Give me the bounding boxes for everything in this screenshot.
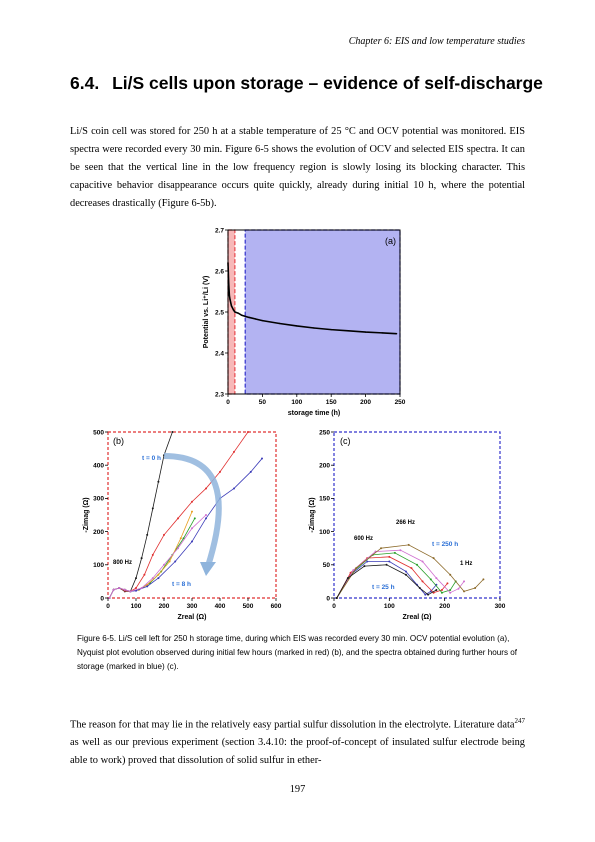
data-point xyxy=(152,507,154,509)
data-point xyxy=(331,329,332,330)
paragraph-text-1: The reason for that may lie in the relatively easy partial sulfur dissolution in the electrolyte. Literature data xyxy=(70,719,515,731)
y-tick-label: 0 xyxy=(100,595,104,603)
data-point xyxy=(141,557,143,559)
citation-superscript: 247 xyxy=(514,717,525,725)
data-point xyxy=(474,587,476,589)
x-tick-label: 0 xyxy=(226,399,230,406)
data-point xyxy=(250,471,252,473)
x-tick-label: 250 xyxy=(394,399,406,406)
data-point xyxy=(458,588,460,590)
data-point xyxy=(248,317,249,318)
figure-caption: Figure 6-5. Li/S cell left for 250 h storage time, during which EIS was recorded every 30 min. OCV potential evolution (a), Nyquist plot evolution observed during initial few hours (marked in red) (b), and the spectra obtained during further hours of storage (marked in blue) (c). xyxy=(77,634,517,672)
annotation-t0: t = 0 h xyxy=(142,455,161,462)
data-point xyxy=(157,577,159,579)
data-point xyxy=(157,481,159,483)
data-point xyxy=(422,560,424,562)
y-tick-label: 500 xyxy=(93,429,104,437)
data-point xyxy=(157,574,159,576)
y-tick-label: 150 xyxy=(319,495,330,503)
data-point xyxy=(261,458,263,460)
data-point xyxy=(482,578,484,580)
data-point xyxy=(419,587,421,589)
data-point xyxy=(143,574,145,576)
data-point xyxy=(449,574,451,576)
y-axis-label: Potential vs. Li⁺/Li (V) xyxy=(203,275,210,349)
annotation-600hz: 600 Hz xyxy=(354,536,374,542)
data-point xyxy=(233,487,235,489)
annotation-t250: t = 250 h xyxy=(432,541,459,548)
annotation-frequency: 800 Hz xyxy=(113,560,133,566)
data-point xyxy=(135,587,137,589)
panel-label: (c) xyxy=(340,436,351,446)
annotation-t8: t = 8 h xyxy=(172,581,191,588)
data-point xyxy=(365,331,366,332)
data-point xyxy=(238,313,239,314)
data-point xyxy=(135,577,137,579)
data-point xyxy=(152,554,154,556)
data-point xyxy=(435,577,437,579)
data-point xyxy=(191,511,193,513)
data-point xyxy=(205,517,207,519)
y-tick-label: 400 xyxy=(93,462,104,470)
data-point xyxy=(234,311,235,312)
data-point xyxy=(177,517,179,519)
y-tick-label: 200 xyxy=(319,462,330,470)
data-point xyxy=(163,564,165,566)
data-point xyxy=(174,560,176,562)
figure-panel-b xyxy=(80,426,290,626)
data-point xyxy=(463,590,465,592)
y-tick-label: 50 xyxy=(322,562,330,570)
data-point xyxy=(348,330,349,331)
data-point xyxy=(446,582,448,584)
data-point xyxy=(416,564,418,566)
data-point xyxy=(433,557,435,559)
data-point xyxy=(399,549,401,551)
data-point xyxy=(191,501,193,503)
x-tick-label: 100 xyxy=(383,603,395,610)
y-tick-label: 100 xyxy=(319,528,330,536)
data-point xyxy=(336,597,338,599)
data-point xyxy=(380,547,382,549)
data-point xyxy=(441,589,443,591)
data-point xyxy=(227,262,228,263)
y-tick-label: 2.6 xyxy=(214,268,224,276)
body-paragraph-1: Li/S coin cell was stored for 250 h at a stable temperature of 25 °C and OCV potential was monitored. EIS spectra were recorded every 30 min. Figure 6-5 shows the evolution of OCV and selected EIS spectra. It can be seen that the vertical line in the low frequency region is slowly losing its blocking character. This capacitive behavior disappearance occurs quite quickly, already during initial 10 h, where the potential decreases drastically (Figure 6-5b). xyxy=(70,126,525,209)
data-point xyxy=(219,471,221,473)
body-paragraph-2 xyxy=(70,713,525,770)
data-point xyxy=(228,283,229,284)
data-point xyxy=(146,534,148,536)
data-point xyxy=(355,567,357,569)
data-point xyxy=(382,332,383,333)
section-number: 6.4. xyxy=(70,73,100,93)
x-tick-label: 100 xyxy=(130,603,142,610)
data-point xyxy=(388,556,390,558)
page-number: 197 xyxy=(289,784,306,795)
y-tick-label: 2.3 xyxy=(214,391,224,399)
figure-panel-c xyxy=(300,426,510,626)
data-point xyxy=(177,547,179,549)
data-point xyxy=(408,544,410,546)
data-point xyxy=(152,577,154,579)
data-point xyxy=(146,585,148,587)
data-point xyxy=(430,578,432,580)
x-tick-label: 200 xyxy=(158,603,170,610)
data-point xyxy=(247,431,249,433)
data-point xyxy=(191,527,193,529)
x-tick-label: 600 xyxy=(270,603,282,610)
data-point xyxy=(441,592,443,594)
data-point xyxy=(205,514,207,516)
data-point xyxy=(171,431,173,433)
y-axis-label: -Zimag (Ω) xyxy=(83,497,90,533)
data-point xyxy=(118,587,120,589)
data-point xyxy=(113,589,115,591)
shaded-region-red xyxy=(228,230,235,394)
y-tick-label: 0 xyxy=(326,595,330,603)
y-tick-label: 100 xyxy=(93,562,104,570)
data-point xyxy=(205,487,207,489)
data-point xyxy=(279,323,280,324)
data-point xyxy=(388,560,390,562)
data-point xyxy=(194,517,196,519)
panel-label: (a) xyxy=(385,236,396,246)
y-tick-label: 200 xyxy=(93,528,104,536)
data-point xyxy=(449,592,451,594)
series-line-5 xyxy=(337,545,484,598)
data-point xyxy=(405,570,407,572)
data-point xyxy=(229,299,230,300)
data-point xyxy=(396,333,397,334)
figure-panel-a xyxy=(200,222,410,418)
data-point xyxy=(427,594,429,596)
data-point xyxy=(108,597,110,599)
y-tick-label: 2.7 xyxy=(214,227,224,235)
data-point xyxy=(435,589,437,591)
x-tick-label: 100 xyxy=(291,399,303,406)
x-axis-label: storage time (h) xyxy=(287,410,341,417)
data-point xyxy=(233,451,235,453)
data-point xyxy=(233,309,234,310)
data-point xyxy=(313,327,314,328)
x-tick-label: 200 xyxy=(360,399,372,406)
data-point xyxy=(463,580,465,582)
annotation-1hz: 1 Hz xyxy=(460,561,473,567)
data-point xyxy=(241,315,242,316)
plot-frame xyxy=(334,432,500,598)
data-point xyxy=(124,589,126,591)
x-axis-label: Zreal (Ω) xyxy=(177,614,207,621)
plot-frame xyxy=(108,432,276,598)
data-point xyxy=(229,295,230,296)
data-point xyxy=(394,552,396,554)
data-point xyxy=(296,325,297,326)
data-point xyxy=(180,537,182,539)
series-line-5 xyxy=(109,459,262,598)
x-tick-label: 200 xyxy=(439,603,451,610)
y-tick-label: 250 xyxy=(319,429,330,437)
running-head: Chapter 6: EIS and low temperature studies xyxy=(348,36,525,47)
section-heading xyxy=(70,73,543,94)
shaded-region-blue xyxy=(245,230,400,394)
x-tick-label: 150 xyxy=(325,399,337,406)
data-point xyxy=(347,577,349,579)
x-tick-label: 0 xyxy=(332,603,336,610)
data-point xyxy=(169,560,171,562)
data-point xyxy=(449,589,451,591)
y-tick-label: 2.5 xyxy=(214,309,224,317)
data-point xyxy=(163,534,165,536)
data-point xyxy=(422,580,424,582)
data-point xyxy=(141,587,143,589)
x-tick-label: 300 xyxy=(494,603,506,610)
y-axis-label: -Zimag (Ω) xyxy=(309,497,316,533)
annotation-t25: t = 25 h xyxy=(372,584,395,591)
series-line-4 xyxy=(337,550,464,598)
y-tick-label: 2.4 xyxy=(214,350,224,358)
data-point xyxy=(262,320,263,321)
x-tick-label: 400 xyxy=(214,603,226,610)
x-axis-label: Zreal (Ω) xyxy=(402,614,432,621)
paragraph-text-2: as well as our previous experiment (section 3.4.10: the proof-of-concept of insulated sulfur electrode being able to work) proved that dissolution of solid sulfur in ether- xyxy=(70,737,525,767)
data-point xyxy=(191,541,193,543)
y-tick-label: 300 xyxy=(93,495,104,503)
data-point xyxy=(424,594,426,596)
x-tick-label: 50 xyxy=(258,399,267,406)
data-point xyxy=(366,560,368,562)
x-tick-label: 500 xyxy=(242,603,254,610)
data-point xyxy=(363,565,365,567)
data-point xyxy=(386,564,388,566)
data-point xyxy=(405,574,407,576)
x-tick-label: 0 xyxy=(106,603,110,610)
section-title: Li/S cells upon storage – evidence of self-discharge xyxy=(112,73,543,93)
data-point xyxy=(255,318,256,319)
data-point xyxy=(129,590,131,592)
panel-label: (b) xyxy=(113,436,124,446)
data-point xyxy=(410,567,412,569)
time-arrow-head xyxy=(200,562,216,576)
annotation-266hz: 266 Hz xyxy=(396,520,416,526)
data-point xyxy=(231,305,232,306)
x-tick-label: 300 xyxy=(186,603,198,610)
